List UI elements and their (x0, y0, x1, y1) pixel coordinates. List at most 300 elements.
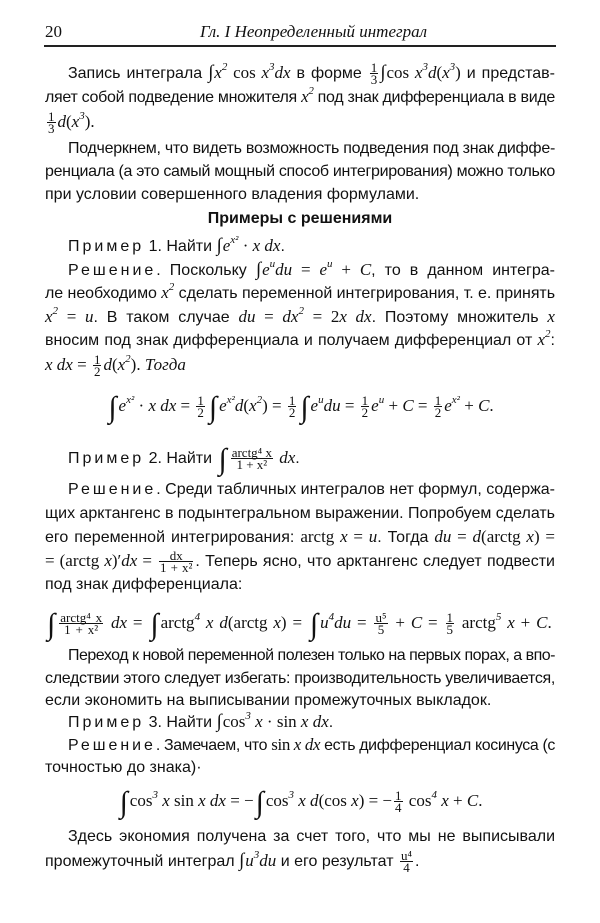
text-line (45, 86, 555, 108)
line-content (45, 526, 555, 549)
math-var: du (238, 307, 256, 326)
math-text: ). (130, 355, 145, 374)
integral-sign-icon: ∫ (150, 608, 159, 641)
text-line (68, 479, 555, 501)
superscript: 4 (328, 611, 335, 623)
math-var: C (402, 396, 414, 415)
math-var: d (103, 355, 112, 374)
math-var: x (261, 63, 270, 82)
superscript: 4 (194, 611, 201, 623)
integral-sign-icon: ∫ (47, 608, 56, 641)
math-text: cos (386, 63, 415, 82)
text-line (45, 503, 555, 525)
integral-sign-icon: ∫ (218, 443, 227, 476)
math-var: u (84, 307, 94, 326)
math-var: x dx (252, 236, 281, 255)
math-var: x (340, 527, 348, 546)
line-content (68, 734, 555, 757)
math-var: e (444, 396, 452, 415)
fraction (400, 848, 413, 876)
integral-sign-icon: ∫ (309, 608, 319, 641)
math-var: du (334, 613, 352, 632)
text-line (45, 548, 555, 576)
display-equation (45, 786, 555, 819)
math-var: dx (105, 613, 128, 632)
math-text: (arctg (481, 527, 527, 546)
line-content (106, 391, 494, 424)
math-var: x dx (293, 735, 321, 754)
math-var: x (250, 712, 263, 731)
math-text: . (478, 791, 483, 810)
math-var: C (359, 260, 372, 279)
text-line (45, 574, 555, 596)
math-var: x d (294, 791, 319, 810)
math-text: + (514, 613, 537, 632)
math-text: · (238, 236, 253, 255)
line-content (45, 329, 555, 352)
line-content (68, 711, 333, 734)
math-text: = (422, 613, 444, 632)
integral-sign-icon: ∫ (255, 259, 262, 280)
line-content (45, 608, 552, 641)
math-text: ). (84, 112, 95, 131)
math-var: e (222, 236, 231, 255)
math-var: x (436, 791, 449, 810)
math-var: x (351, 791, 359, 810)
superscript: 4 (431, 789, 437, 801)
text: . Тогда (377, 529, 435, 546)
text: Переход к новой переменной полезен только на первых порах, а впо- (68, 647, 556, 664)
text: под знак дифференциала: (45, 576, 243, 593)
line-content (68, 826, 555, 848)
line-content (68, 443, 300, 476)
math-text: + (448, 791, 467, 810)
math-text: = 2 (303, 307, 340, 326)
superscript: x² (226, 394, 235, 406)
text: Примеры с решениями (207, 210, 393, 227)
fraction (93, 352, 102, 380)
math-var: x (537, 330, 546, 349)
integral-sign-icon: ∫ (208, 62, 214, 83)
fraction-numerator: arctg⁴ x (231, 445, 272, 461)
text: и его результат (276, 853, 398, 870)
integral-sign-icon: ∫ (119, 786, 128, 819)
line-content (45, 161, 555, 183)
running-header-title: Гл. I Неопределенный интеграл (200, 22, 428, 41)
math-var: x dx (198, 791, 226, 810)
text: . Теперь ясно, что арктангенс следует подвести (195, 553, 555, 570)
text: под знак дифференциала в виде (313, 89, 555, 106)
fraction-denominator: 2 (93, 364, 101, 380)
line-content (68, 645, 555, 667)
fraction-numerator: 1 (361, 393, 369, 409)
math-text: + (384, 396, 403, 415)
math-text: = (127, 613, 149, 632)
text: Здесь экономия получена за счет того, что мы не выписывали (68, 828, 556, 845)
math-text: = (137, 551, 158, 570)
math-var: du (275, 260, 293, 279)
superscript: 2 (52, 305, 59, 317)
text: ляет собой подведение множителя (45, 89, 302, 106)
text: . В таком случае (93, 309, 239, 326)
line-content (208, 208, 392, 230)
text-line (45, 161, 555, 183)
math-text: ) = − (358, 791, 393, 810)
text: . Поскольку (156, 262, 256, 279)
math-text: = (176, 396, 195, 415)
text-line (45, 757, 555, 779)
text: 1. Найти (144, 238, 217, 255)
fraction-numerator: 1 (93, 352, 101, 368)
fraction-denominator: 4 (403, 860, 410, 876)
line-content (45, 352, 186, 380)
fraction (196, 393, 205, 421)
math-var: x (301, 87, 309, 106)
math-text: arctg (300, 527, 341, 546)
fraction-numerator: arctg⁴ x (60, 610, 103, 626)
fraction (370, 60, 378, 88)
math-text: cos (222, 712, 246, 731)
fraction (159, 548, 193, 576)
superscript: 5 (495, 611, 502, 623)
math-var: e (262, 260, 270, 279)
line-content (68, 479, 555, 501)
text-line (45, 690, 555, 712)
math-var: x (117, 355, 126, 374)
fraction-denominator: 2 (288, 405, 296, 421)
superscript: 3 (253, 849, 260, 861)
math-var: x (249, 396, 257, 415)
text: . Среди табличных интегралов нет формул, содержа- (156, 481, 555, 498)
line-content (68, 60, 555, 88)
math-var: u (320, 613, 329, 632)
math-text: + (459, 396, 479, 415)
math-text: = (340, 396, 359, 415)
text: 2. Найти (144, 450, 217, 467)
superscript: 2 (545, 328, 551, 340)
math-var: e (371, 396, 379, 415)
superscript: 2 (125, 353, 131, 365)
fraction-denominator: 1 + x² (64, 622, 99, 638)
superscript: u (378, 394, 385, 406)
math-var: x (547, 307, 555, 326)
math-text: ( (111, 355, 118, 374)
text: и представ- (460, 65, 555, 82)
fraction-numerator: 1 (434, 393, 442, 409)
spaced-label: Пример (68, 238, 145, 255)
superscript: 3 (422, 61, 428, 73)
math-var: e (118, 396, 127, 415)
math-var: e (310, 396, 319, 415)
math-text: sin (169, 791, 199, 810)
text-line (68, 259, 555, 281)
text: . (280, 238, 285, 255)
math-text: = (413, 396, 432, 415)
math-text: sin (271, 735, 294, 754)
math-var: dx (274, 448, 296, 467)
line-content (45, 757, 202, 779)
fraction (47, 109, 56, 137)
text-line (68, 235, 555, 257)
math-text: (cos (318, 791, 352, 810)
math-text: ) = (533, 527, 556, 546)
math-text: = (255, 307, 283, 326)
math-var: x (157, 791, 170, 810)
math-var: C (478, 396, 490, 415)
text: вносим под знак дифференциала и получаем дифференциал от (45, 332, 538, 349)
fraction-numerator: dx (159, 550, 193, 562)
text: при условии совершенного владения формулами. (45, 186, 420, 203)
math-text: + (389, 613, 411, 632)
superscript: 2 (221, 61, 228, 73)
line-content (68, 138, 555, 160)
math-var: x (526, 527, 534, 546)
text: следствии этого следует избегать: производительность увеличивается, (45, 670, 556, 687)
superscript: 3 (288, 789, 295, 801)
text-line (68, 138, 555, 160)
text: . Поэтому множитель (371, 309, 548, 326)
fraction-numerator: 1 (370, 60, 378, 76)
text-line (45, 668, 555, 690)
text: . (328, 714, 334, 731)
superscript: 2 (168, 281, 175, 293)
text: . (415, 853, 420, 870)
integral-sign-icon: ∫ (208, 391, 218, 424)
text-line (68, 60, 555, 88)
fraction-denominator: 5 (377, 622, 385, 638)
math-var: d (427, 63, 437, 82)
math-var: x (214, 63, 222, 82)
text: сделать переменной интегрирования, т. е. принять (174, 285, 556, 302)
fraction-denominator: 2 (197, 405, 204, 421)
math-text: = (arctg (45, 551, 105, 570)
integral-sign-icon: ∫ (300, 391, 309, 424)
math-text: = (347, 527, 369, 546)
math-text: · (134, 396, 149, 415)
math-var: C (410, 613, 423, 632)
text: точностью до знака)· (45, 759, 202, 776)
text: если экономить на выписывании промежуточных выкладок. (45, 692, 492, 709)
math-text: cos (265, 791, 289, 810)
math-text: ( (243, 396, 250, 415)
fraction (394, 788, 403, 816)
integral-sign-icon: ∫ (255, 786, 264, 819)
line-content (45, 184, 419, 206)
integral-sign-icon: ∫ (108, 391, 117, 424)
fraction-denominator: 1 + x² (236, 457, 268, 473)
text: . (295, 450, 300, 467)
math-var: Тогда (144, 355, 186, 374)
math-text: )′ (111, 551, 122, 570)
math-text: = (451, 527, 473, 546)
line-content (45, 503, 555, 525)
superscript: 2 (256, 394, 263, 406)
line-content (45, 306, 555, 329)
text-line (45, 526, 555, 548)
integral-sign-icon: ∫ (239, 850, 245, 871)
superscript: 3 (269, 61, 275, 73)
math-text: ) = (262, 396, 286, 415)
math-text: = (72, 355, 91, 374)
text-line (68, 645, 555, 667)
fraction-numerator: 1 (48, 109, 55, 125)
line-content (118, 786, 483, 819)
math-var: dx (282, 307, 299, 326)
text: есть дифференциал косинуса (с (320, 737, 556, 754)
text: Запись интеграла (68, 65, 209, 82)
fraction-denominator: 2 (434, 405, 442, 421)
math-var: x (104, 551, 112, 570)
display-equation (45, 391, 555, 424)
spaced-label: Пример (68, 714, 145, 731)
spaced-label: Решение (68, 737, 156, 754)
line-content (68, 235, 285, 258)
math-text: ) = (280, 613, 308, 632)
fraction (434, 393, 443, 421)
math-text: ( (436, 63, 443, 82)
fraction-denominator: 3 (370, 72, 378, 88)
text: . Замечаем, что (155, 737, 272, 754)
math-var: du (259, 851, 277, 870)
math-var: x (71, 112, 80, 131)
math-text: ( (66, 112, 72, 131)
text-line (45, 848, 555, 876)
text-line (68, 826, 555, 848)
math-var: x d (200, 613, 228, 632)
text: промежуточный интеграл (45, 853, 240, 870)
line-content (45, 548, 555, 576)
spaced-label: Решение (68, 481, 157, 498)
text-line (45, 352, 555, 380)
math-var: d (472, 527, 482, 546)
superscript: u (269, 258, 276, 270)
fraction (59, 610, 103, 638)
math-text: cos (404, 791, 432, 810)
superscript: 3 (79, 110, 85, 122)
section-heading (45, 208, 555, 230)
text: ренциала (а это самый мощный способ интегрирования) можно только (45, 163, 555, 180)
math-text: cos (227, 63, 262, 82)
math-var: C (536, 613, 548, 632)
text: щих арктангенс в подынтегральном выражении. Попробуем сделать (45, 505, 556, 522)
text-line (45, 184, 555, 206)
math-text: . (489, 396, 494, 415)
text: : (550, 332, 555, 349)
text-line (45, 282, 555, 304)
math-var: x (501, 613, 515, 632)
fraction-numerator: 1 (197, 393, 204, 409)
text: 3. Найти (144, 714, 217, 731)
line-content (45, 86, 555, 109)
fraction-numerator: 1 (395, 788, 402, 804)
fraction-denominator: 4 (395, 800, 402, 816)
math-var: e (219, 396, 227, 415)
integral-sign-icon: ∫ (216, 235, 222, 256)
math-var: x (414, 63, 423, 82)
integral-sign-icon: ∫ (216, 711, 222, 732)
superscript: 2 (298, 305, 304, 317)
math-text: arctg (160, 613, 195, 632)
superscript: u (326, 258, 333, 270)
line-content (45, 668, 555, 690)
fraction-numerator: u⁵ (375, 610, 387, 626)
fraction-denominator: 1 + x² (160, 560, 193, 576)
integral-sign-icon: ∫ (380, 62, 386, 83)
math-var: du (434, 527, 452, 546)
text: в форме (290, 65, 368, 82)
math-var: C (466, 791, 479, 810)
fraction (231, 445, 273, 473)
math-text: = (351, 613, 373, 632)
math-var: dx (121, 551, 138, 570)
fraction (446, 610, 455, 638)
text-line (68, 711, 555, 733)
line-content (45, 690, 491, 712)
text: ле необходимо (45, 285, 162, 302)
math-var: d (57, 112, 66, 131)
text: его переменной интегрирования: (45, 529, 301, 546)
page-number: 20 (45, 22, 62, 41)
math-var: x (45, 307, 53, 326)
math-var: x dx (148, 396, 177, 415)
math-var: x dx (339, 307, 372, 326)
math-var: x dx (45, 355, 73, 374)
math-text: = (292, 260, 320, 279)
superscript: x² (126, 394, 135, 406)
fraction-denominator: 5 (446, 622, 454, 638)
fraction-numerator: 1 (446, 610, 454, 626)
display-equation (45, 608, 555, 641)
superscript: x² (230, 234, 239, 246)
math-text: . (547, 613, 552, 632)
superscript: 3 (245, 710, 251, 722)
math-text: + (332, 260, 360, 279)
text: Подчеркнем, что видеть возможность подведения под знак диффе- (68, 140, 555, 157)
line-content (45, 109, 95, 137)
superscript: 3 (449, 61, 456, 73)
math-var: x (442, 63, 450, 82)
math-text: · sin (262, 712, 301, 731)
text-line (45, 306, 555, 328)
fraction-numerator: u⁴ (400, 848, 413, 864)
text-line (68, 734, 555, 756)
fraction-denominator: 3 (48, 121, 55, 137)
fraction-numerator: 1 (288, 393, 296, 409)
math-var: d (234, 396, 244, 415)
line-content (45, 848, 420, 876)
line-content (68, 259, 555, 282)
text-line (45, 109, 555, 137)
math-var: u (368, 527, 378, 546)
math-text: arctg (456, 613, 496, 632)
fraction (361, 393, 370, 421)
math-text: ) (455, 63, 461, 82)
spaced-label: Пример (68, 450, 145, 467)
fraction (288, 393, 297, 421)
math-text: = − (225, 791, 254, 810)
line-content (45, 282, 555, 305)
spaced-label: Решение (68, 262, 157, 279)
math-var: e (319, 260, 327, 279)
math-var: x (273, 613, 281, 632)
text: , то в данном интегра- (371, 262, 555, 279)
math-var: x (161, 283, 169, 302)
math-var: dx (274, 63, 291, 82)
line-content (45, 574, 242, 596)
superscript: u (318, 394, 324, 406)
fraction (374, 610, 387, 638)
superscript: 2 (308, 85, 314, 97)
